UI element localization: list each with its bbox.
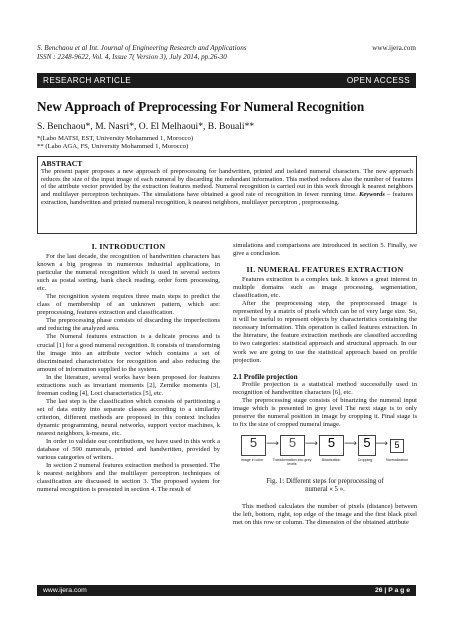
paper-title: New Approach of Preprocessing For Numeral Recognition — [37, 99, 365, 114]
page-number: 26 | P a g e — [374, 586, 410, 594]
paper-authors: S. Benchaou*, M. Nasri*, O. El Melhaoui*, B. Bouali** — [37, 121, 255, 132]
subsection-paragraph: The preprocessing stage consists of binarizing the numeral input image which is presented in grey level The next stage is to only preserve the numeral position in image by cropping it. Final stage is to fix the size of cropped numeral image. — [233, 396, 417, 428]
final-paragraph: This method calculates the number of pixels (distance) between the left, bottom, right, top edge of the image and the first black pixel met on this row or column. The dimension of the obtained attribute — [233, 502, 417, 527]
arrow-right-icon: ⟶ — [305, 438, 318, 449]
keywords-text: – features extraction, handwritten and printed numeral recognition, k nearest neighbors, multilayer perceptron , preprocessing. — [41, 191, 414, 206]
introduction-heading: I. INTRODUCTION — [91, 242, 166, 251]
subsection-body — [233, 381, 417, 429]
numeral-image: 5 — [249, 434, 258, 450]
figure-step-cropping — [358, 435, 376, 456]
section2-heading: II. NUMERAL FEATURES EXTRACTION — [246, 265, 404, 275]
intro-paragraph: In order to validate our contributions, we have used in this work a database of 590 numerals, printed and handwritten, provided by various categories of writers. — [37, 438, 220, 462]
intro-paragraph: For the last decade, the recognition of handwritten characters has known a big progress in numerous industrial applications, in particular the numeral recognition which is used in several sectors such as postal sorting, bank check reading, order form processing, etc. — [37, 253, 220, 293]
section2-body — [233, 276, 417, 365]
figure-step-grey — [280, 435, 305, 456]
figure-label: Image in color — [240, 457, 264, 462]
intro-paragraph: The preprocessing phase consists of discarding the imperfections and reducing the analyzed area. — [37, 317, 220, 333]
abstract-heading: ABSTRACT — [41, 159, 83, 168]
figure-label: Binarization — [321, 457, 341, 462]
affiliation-1: *(Labo MATSI, EST, University Mohammed 1, Morocco) — [37, 135, 194, 142]
abstract-text — [41, 168, 413, 207]
figure-caption-line1: Fig. 1: Different steps for preprocessing of — [266, 477, 384, 485]
intro-paragraph: The Numeral features extraction is a delicate process and is crucial [1] for a good numeral recognition. It consists of transforming the image into an attribute vector which contains a set of discriminated characteristics for recognition and also reducing the amount of information supplied to the system. — [37, 333, 220, 373]
journal-website: www.ijera.com — [372, 44, 416, 52]
numeral-image: 5 — [394, 439, 400, 450]
abstract-body: The present paper proposes a new approach of preprocessing for handwritten, printed and isolated numeral characters. The new approach reduces the size of the input image of each numeral by discarding the redundant information. This method reduces also the number of features of the attribute vector provided by the extraction features method. Numeral recognition is carried out in this work through k nearest neighbors and multilayer perceptron techniques. The simulations have obtained a good rate of recognition in fewer running time. — [41, 168, 413, 199]
article-banner — [37, 73, 416, 88]
preprocessing-figure — [233, 433, 417, 477]
arrow-right-icon: ⟶ — [344, 438, 357, 449]
intro-paragraph: In section 2 numeral features extraction method is presented. The k nearest neighbors and the multilayer perceptron techniques of classification are discussed in section 3. The proposed system for numeral recognition is presented in section 4. The result of — [37, 462, 220, 494]
footer-website: www.ijera.com — [43, 586, 87, 594]
right-column — [233, 242, 417, 527]
section2-paragraph: Features extraction is a complex task. It knows a great interest in multiple domains such as image processing, segmentation, classification, etc. — [233, 276, 417, 300]
section2-paragraph: After the preprocessing step, the preprocessed image is represented by a matrix of pixels which can be of very large size. So, it will be useful to represent objects by characteristics containing the necessary information. This operation is called features extraction. In the literature, the feature extraction methods are classified according to two categories: statistical approach and structural approach. In our work we are going to use the statistical approach based on profile projection. — [233, 300, 417, 364]
intro-paragraph: The last step is the classification which consists of partitioning a set of data entity into separate classes according to a similarity criterion, different methods are proposed in this context includes dynamic programming, neural networks, support vector machines, k nearest neighbors, k-means, etc. — [37, 397, 220, 438]
subsection-paragraph: Profile projection is a statistical method successfully used in recognition of handwritten characters [6], etc. — [233, 380, 417, 396]
figure-caption — [233, 478, 417, 494]
page-footer — [37, 585, 416, 596]
final-paragraph-block — [233, 503, 417, 527]
figure-step-binarization — [319, 435, 344, 456]
journal-header-line1: S. Benchaou et al Int. Journal of Engineering Research and Applications — [37, 44, 247, 52]
figure-label: Normalization — [386, 457, 408, 462]
research-article-label: RESEARCH ARTICLE — [43, 76, 132, 85]
figure-label: Transformation into grey levels — [272, 457, 312, 467]
figure-caption-line2: numeral « 5 ». — [305, 485, 345, 493]
numeral-image: 5 — [288, 434, 297, 450]
numeral-image: 5 — [327, 434, 336, 450]
arrow-right-icon: ⟶ — [375, 438, 388, 449]
left-column — [37, 242, 220, 494]
keywords-label: Keywords — [359, 191, 385, 199]
intro-paragraph: In the literature, several works have been proposed for features extractions such as invariant moments [2], Zernike moments [3], freeman coding [4], Loci characteristics [5], etc. — [37, 373, 220, 397]
arrow-right-icon: ⟶ — [266, 438, 279, 449]
abstract-box — [37, 156, 417, 234]
subsection-heading: 2.1 Profile projection — [233, 372, 298, 381]
open-access-label: OPEN ACCESS — [346, 76, 410, 85]
figure-step-color — [241, 435, 266, 456]
intro-paragraph: The recognition system requires three main steps to predict the class of membership of an unknown pattern, which are: preprocessing, features extraction and classification. — [37, 293, 220, 317]
journal-header-line2: ISSN : 2248-9622, Vol. 4, Issue 7( Version 3), July 2014, pp.26-30 — [37, 53, 227, 61]
figure-label: Cropping — [357, 457, 373, 462]
introduction-body — [37, 253, 220, 494]
intro-continuation: simulations and comparisons are introduced in section 5. Finally, we give a conclusion. — [233, 242, 417, 258]
figure-step-normalization — [390, 439, 404, 453]
affiliation-2: ** (Labo AGA, FS, University Mohammed 1, Morocco) — [37, 143, 189, 150]
numeral-image: 5 — [363, 434, 371, 450]
